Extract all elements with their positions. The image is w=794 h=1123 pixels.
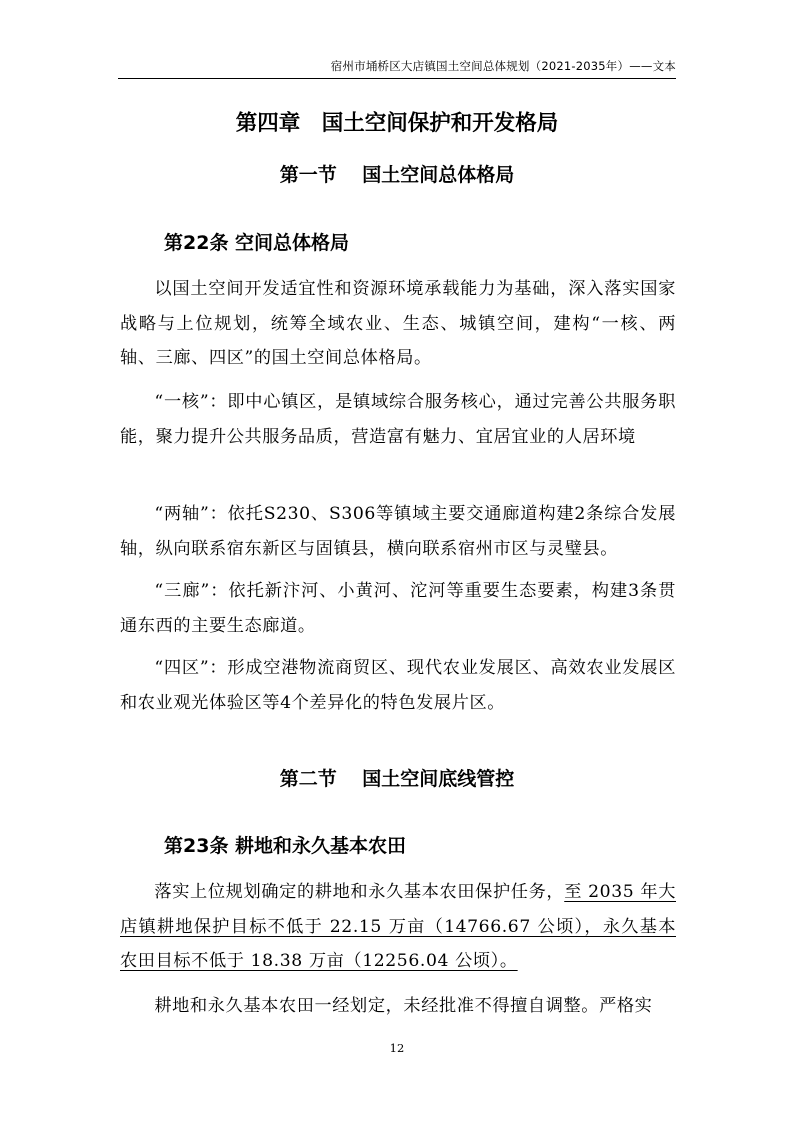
- article-23-paragraph-2: 耕地和永久基本农田一经划定，未经批准不得擅自调整。严格实: [154, 996, 653, 1016]
- article-22-paragraph-4: “三廊”：依托新汴河、小黄河、沱河等重要生态要素，构建3条贯通东西的主要生态廊道。: [120, 581, 676, 636]
- article-23-paragraph-1-text: 落实上位规划确定的耕地和永久基本农田保护任务，: [154, 882, 565, 902]
- article-23-target-underlined: 至 2035 年大店镇耕地保护目标不低于 22.15 万亩（14766.67 公顷），永久基本农田目标不低于 18.38 万亩（12256.04 公顷）。: [120, 882, 676, 971]
- chapter-title: 第四章 国土空间保护和开发格局: [235, 111, 559, 136]
- article-22-paragraph-5: “四区”：形成空港物流商贸区、现代农业发展区、高效农业发展区和农业观光体验区等4个差异化的特色发展片区。: [120, 658, 676, 713]
- page-number: 12: [389, 1041, 405, 1055]
- article-22-title: 第22条 空间总体格局: [164, 232, 350, 254]
- section-title-1: 第一节 国土空间总体格局: [279, 164, 515, 186]
- article-22-paragraph-1: 以国土空间开发适宜性和资源环境承载能力为基础，深入落实国家战略与上位规划，统筹全域农业、生态、城镇空间，建构“一核、两轴、三廊、四区”的国土空间总体格局。: [120, 279, 676, 368]
- document-header: 宿州市埇桥区大店镇国土空间总体规划（2021-2035年）——文本: [330, 59, 676, 73]
- article-23-paragraph-1: [120, 875, 676, 979]
- header-rule: [118, 78, 676, 79]
- article-22-paragraph-3: “两轴”：依托S230、S306等镇域主要交通廊道构建2条综合发展轴，纵向联系宿东新区与固镇县，横向联系宿州市区与灵璧县。: [120, 504, 676, 559]
- article-23-title: 第23条 耕地和永久基本农田: [164, 835, 407, 857]
- article-22-paragraph-2: “一核”：即中心镇区，是镇域综合服务核心，通过完善公共服务职能，聚力提升公共服务品质，营造富有魅力、宜居宜业的人居环境: [120, 392, 676, 447]
- section-title-2: 第二节 国土空间底线管控: [279, 768, 515, 790]
